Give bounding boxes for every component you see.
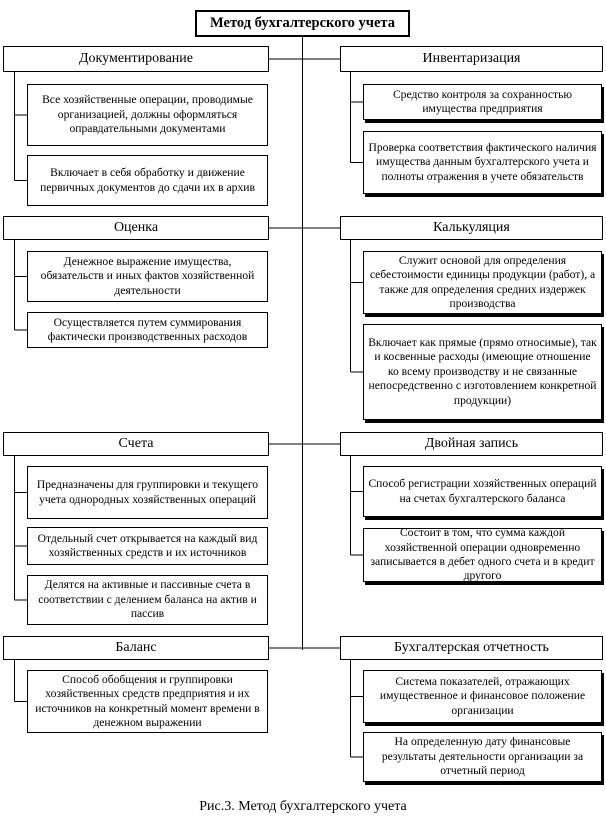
left-item-1-1: Осуществляется путем суммирования фактически производственных расходов	[27, 312, 268, 348]
right-item-0-1: Проверка соответствия фактического наличия имущества данным бухгалтерского учета и полноты отражения в учете обязательств	[363, 131, 602, 194]
left-header-0: Документирование	[3, 46, 269, 72]
right-header-0: Инвентаризация	[340, 46, 603, 72]
left-header-3: Баланс	[3, 636, 269, 660]
left-item-2-2: Делятся на активные и пассивные счета в соответствии с делением баланса на актив и пассив	[27, 575, 268, 625]
left-item-3-0: Способ обобщения и группировки хозяйственных средств предприятия и их источников на конкретный момент времени в денежном выражении	[27, 670, 268, 733]
left-header-2: Счета	[3, 432, 269, 456]
left-item-0-1: Включает в себя обработку и движение первичных документов до сдачи их в архив	[27, 155, 268, 206]
right-item-2-0: Способ регистрации хозяйственных операций на счетах бухгалтерского баланса	[363, 466, 602, 517]
left-item-0-0: Все хозяйственные операции, проводимые организацией, должны оформляться оправдательными документами	[27, 84, 268, 146]
right-header-1: Калькуляция	[340, 216, 603, 240]
right-header-3: Бухгалтерская отчетность	[340, 636, 603, 660]
right-header-2: Двойная запись	[340, 432, 603, 456]
left-item-1-0: Денежное выражение имущества, обязательств и иных фактов хозяйственной деятельности	[27, 251, 268, 302]
right-item-1-1: Включает как прямые (прямо относимые), так и косвенные расходы (имеющие отношение ко всему производству и не связанные непосредственно с изготовлением конкретной продукции)	[363, 324, 602, 420]
right-item-3-0: Система показателей, отражающих имущественное и финансовое положение организации	[363, 670, 602, 723]
right-item-2-1: Состоит в том, что сумма каждой хозяйственной операции одновременно записывается в дебет одного счета и в кредит другого	[363, 528, 602, 582]
right-item-3-1: На определенную дату финансовые результаты деятельности организации за отчетный период	[363, 732, 602, 782]
left-item-2-0: Предназначены для группировки и текущего учета однородных хозяйственных операций	[27, 466, 268, 519]
left-header-1: Оценка	[3, 216, 269, 240]
figure-caption: Рис.3. Метод бухгалтерского учета	[199, 799, 407, 814]
diagram-title: Метод бухгалтерского учета	[195, 10, 410, 37]
left-item-2-1: Отдельный счет открывается на каждый вид хозяйственных средств и их источников	[27, 527, 268, 565]
right-item-1-0: Служит основой для определения себестоимости единицы продукции (работ), а также для определения средних издержек производства	[363, 251, 602, 314]
right-item-0-0: Средство контроля за сохранностью имущества предприятия	[363, 84, 602, 120]
